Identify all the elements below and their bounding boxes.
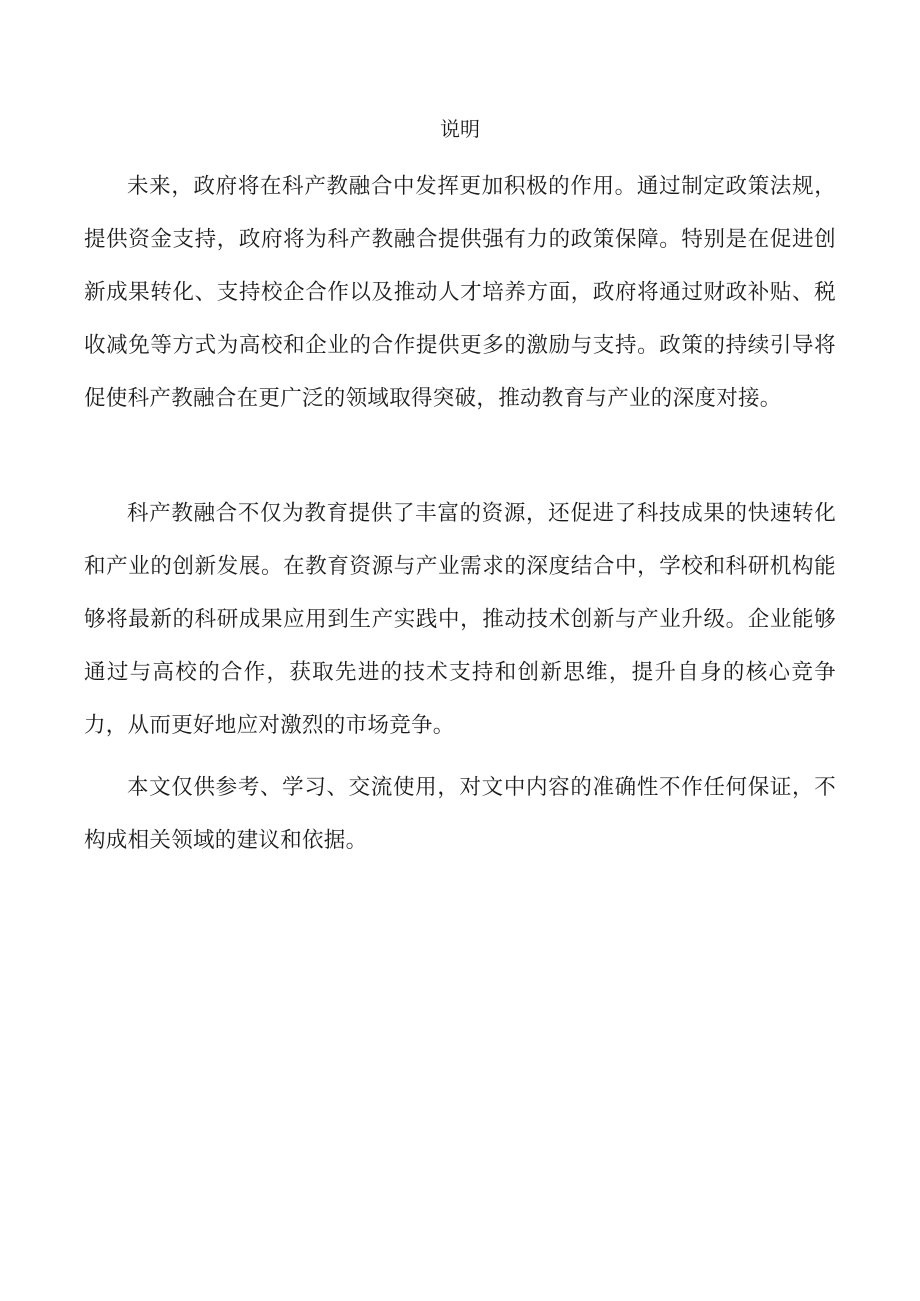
paragraph-disclaimer: 本文仅供参考、学习、交流使用，对文中内容的准确性不作任何保证，不构成相关领域的建议和依据。 [84, 775, 836, 853]
document-title: 说明 [440, 117, 480, 141]
paragraph-integration-benefits: 科产教融合不仅为教育提供了丰富的资源，还促进了科技成果的快速转化和产业的创新发展。在教育资源与产业需求的深度结合中，学校和科研机构能够将最新的科研成果应用到生产实践中，推动技术创新与产业升级。企业能够通过与高校的合作，获取先进的技术支持和创新思维，提升自身的核心竞争力，从而更好地应对激烈的市场竞争。 [84, 501, 836, 738]
paragraph-government-role: 未来，政府将在科产教融合中发挥更加积极的作用。通过制定政策法规，提供资金支持，政府将为科产教融合提供强有力的政策保障。特别是在促进创新成果转化、支持校企合作以及推动人才培养方面，政府将通过财政补贴、税收减免等方式为高校和企业的合作提供更多的激励与支持。政策的持续引导将促使科产教融合在更广泛的领域取得突破，推动教育与产业的深度对接。 [84, 174, 836, 411]
